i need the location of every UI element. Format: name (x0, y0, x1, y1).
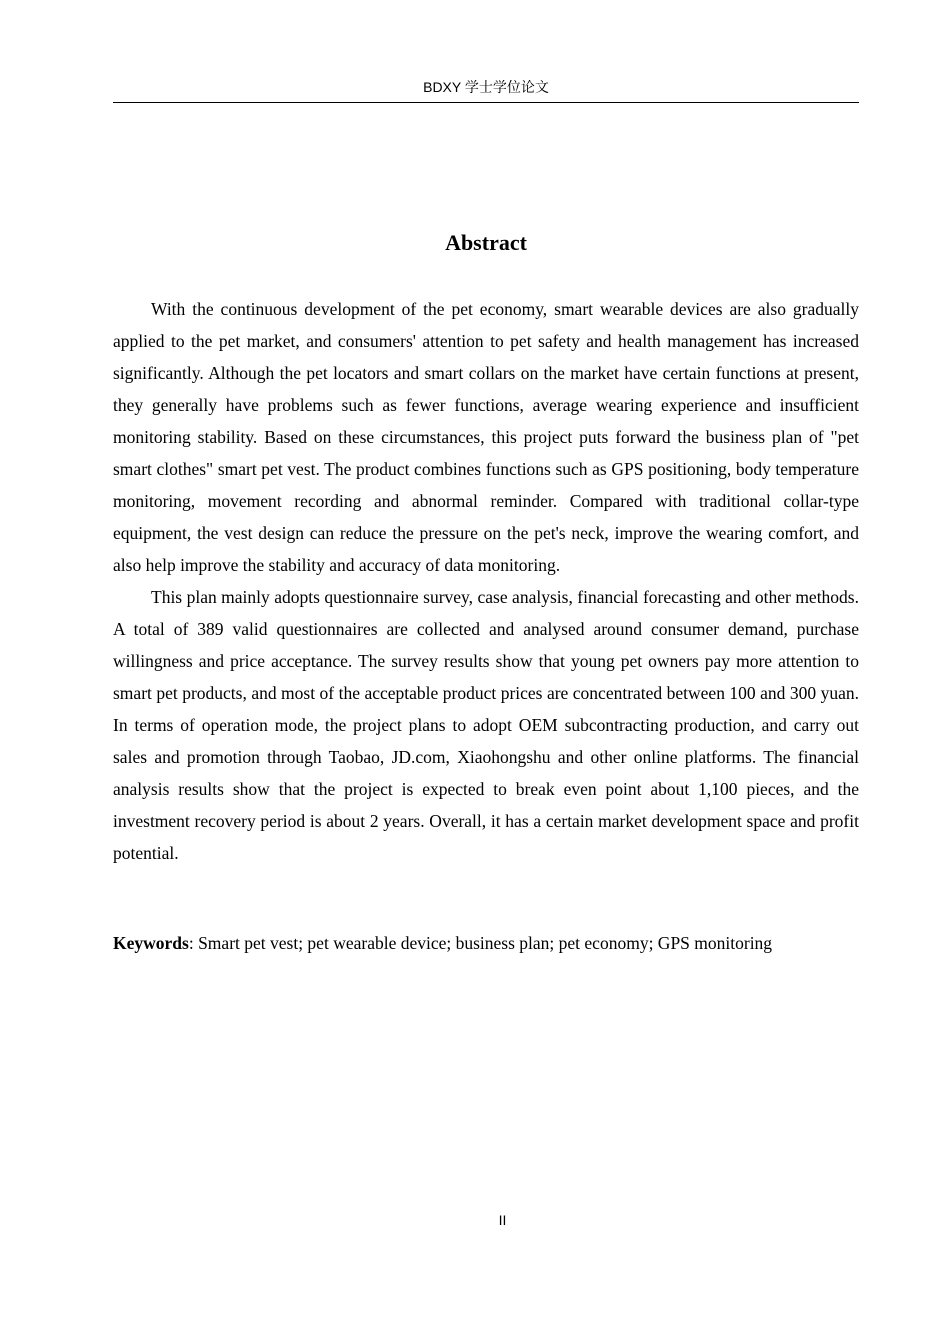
page-header (113, 76, 859, 103)
header-title: BDXY 学士学位论文 (423, 79, 549, 95)
keywords-separator: : (188, 933, 199, 953)
abstract-body (113, 293, 859, 869)
abstract-title: Abstract (445, 230, 527, 255)
keywords-line (113, 928, 859, 958)
keywords-text: Smart pet vest; pet wearable device; business plan; pet economy; GPS monitoring (198, 933, 773, 953)
abstract-paragraph-1: With the continuous development of the pet economy, smart wearable devices are also gradually applied to the pet market, and consumers' attention to pet safety and health management has increased significantly. Although the pet locators and smart collars on the market have certain functions at present, they generally have problems such as fewer functions, average wearing experience and insufficient monitoring stability. Based on these circumstances, this project puts forward the business plan of "pet smart clothes" smart pet vest. The product combines functions such as GPS positioning, body temperature monitoring, movement recording and abnormal reminder. Compared with traditional collar-type equipment, the vest design can reduce the pressure on the pet's neck, improve the wearing comfort, and also help improve the stability and accuracy of data monitoring. (113, 299, 859, 575)
abstract-paragraph-2: This plan mainly adopts questionnaire survey, case analysis, financial forecasting and other methods. A total of 389 valid questionnaires are collected and analysed around consumer demand, purchase willingness and price acceptance. The survey results show that young pet owners pay more attention to smart pet products, and most of the acceptable product prices are concentrated between 100 and 300 yuan. In terms of operation mode, the project plans to adopt OEM subcontracting production, and carry out sales and promotion through Taobao, JD.com, Xiaohongshu and other online platforms. The financial analysis results show that the project is expected to break even point about 1,100 pieces, and the investment recovery period is about 2 years. Overall, it has a certain market development space and profit potential. (113, 587, 859, 863)
page-number: II (498, 1212, 507, 1228)
keywords-label: Keywords (113, 933, 189, 953)
